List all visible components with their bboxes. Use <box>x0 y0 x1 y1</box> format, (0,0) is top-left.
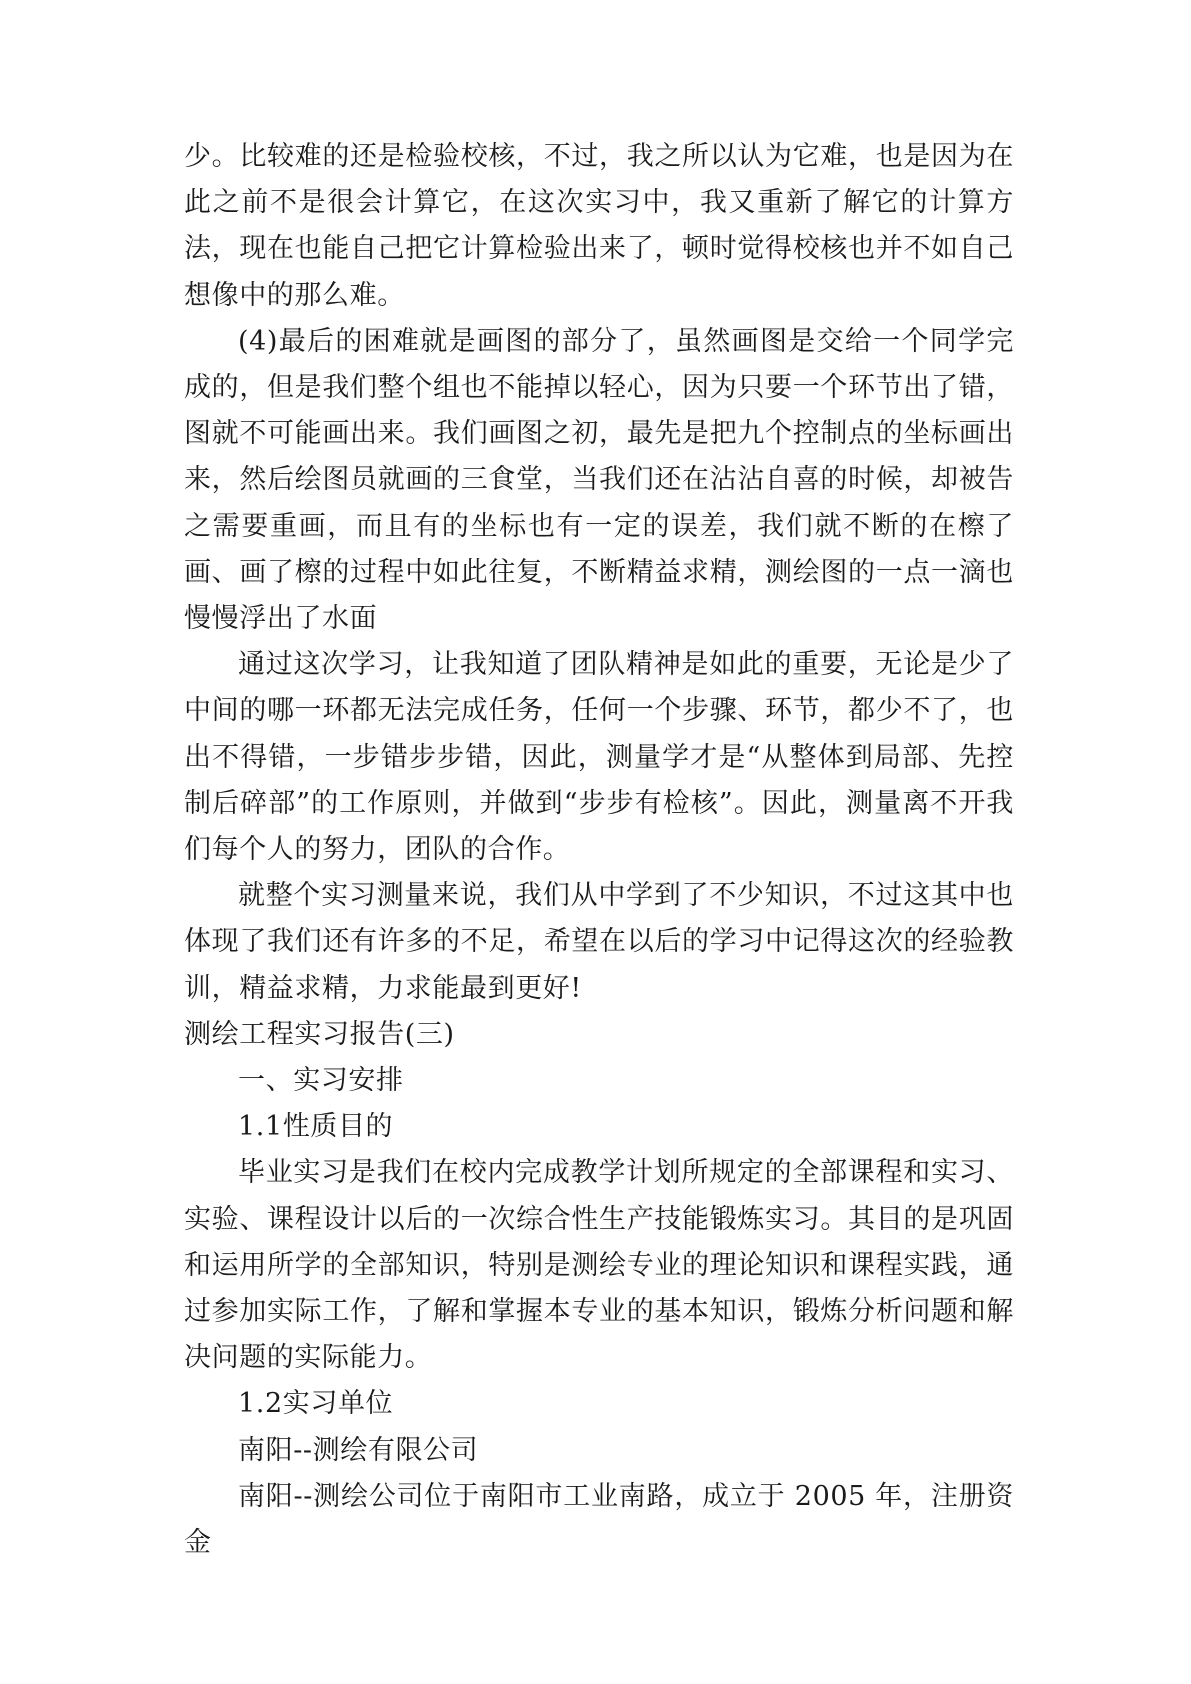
paragraph-continuation: 少。比较难的还是检验校核，不过，我之所以认为它难，也是因为在此之前不是很会计算它，在这次实习中，我又重新了解它的计算方法，现在也能自己把它计算检验出来了，顿时觉得校核也并不如自己想像中的那么难。 <box>184 141 1014 311</box>
company-name: 南阳--测绘有限公司 <box>238 1434 479 1466</box>
paragraph-drawing-difficulty: (4)最后的困难就是画图的部分了，虽然画图是交给一个同学完成的，但是我们整个组也不能掉以轻心，因为只要一个环节出了错，图就不可能画出来。我们画图之初，最先是把九个控制点的坐标画出来，然后绘图员就画的三食堂，当我们还在沾沾自喜的时候，却被告之需要重画，而且有的坐标也有一定的误差，我们就不断的在檫了画、画了檫的过程中如此往复，不断精益求精，测绘图的一点一滴也慢慢浮出了水面 <box>184 325 1014 635</box>
paragraph-teamwork: 通过这次学习，让我知道了团队精神是如此的重要，无论是少了中间的哪一环都无法完成任务，任何一个步骤、环节，都少不了，也出不得错，一步错步步错，因此，测量学才是“从整体到局部、先控制后碎部”的工作原则，并做到“步步有检核”。因此，测量离不开我们每个人的努力，团队的合作。 <box>184 649 1014 866</box>
paragraph-summary: 就整个实习测量来说，我们从中学到了不少知识，不过这其中也体现了我们还有许多的不足，希望在以后的学习中记得这次的经验教训，精益求精，力求能最到更好! <box>184 880 1014 1004</box>
paragraph-purpose: 毕业实习是我们在校内完成教学计划所规定的全部课程和实习、实验、课程设计以后的一次综合性生产技能锻炼实习。其目的是巩固和运用所学的全部知识，特别是测绘专业的理论知识和课程实践，通过参加实际工作，了解和掌握本专业的基本知识，锻炼分析问题和解决问题的实际能力。 <box>184 1157 1014 1374</box>
document-body <box>184 134 1014 1566</box>
subsection-heading-unit: 1.2实习单位 <box>238 1388 394 1420</box>
section-heading: 一、实习安排 <box>238 1065 404 1097</box>
paragraph-company-intro: 南阳--测绘公司位于南阳市工业南路，成立于 2005 年，注册资金 <box>184 1480 1014 1559</box>
subsection-heading-purpose: 1.1性质目的 <box>238 1111 394 1143</box>
report-title: 测绘工程实习报告(三) <box>184 1018 455 1050</box>
